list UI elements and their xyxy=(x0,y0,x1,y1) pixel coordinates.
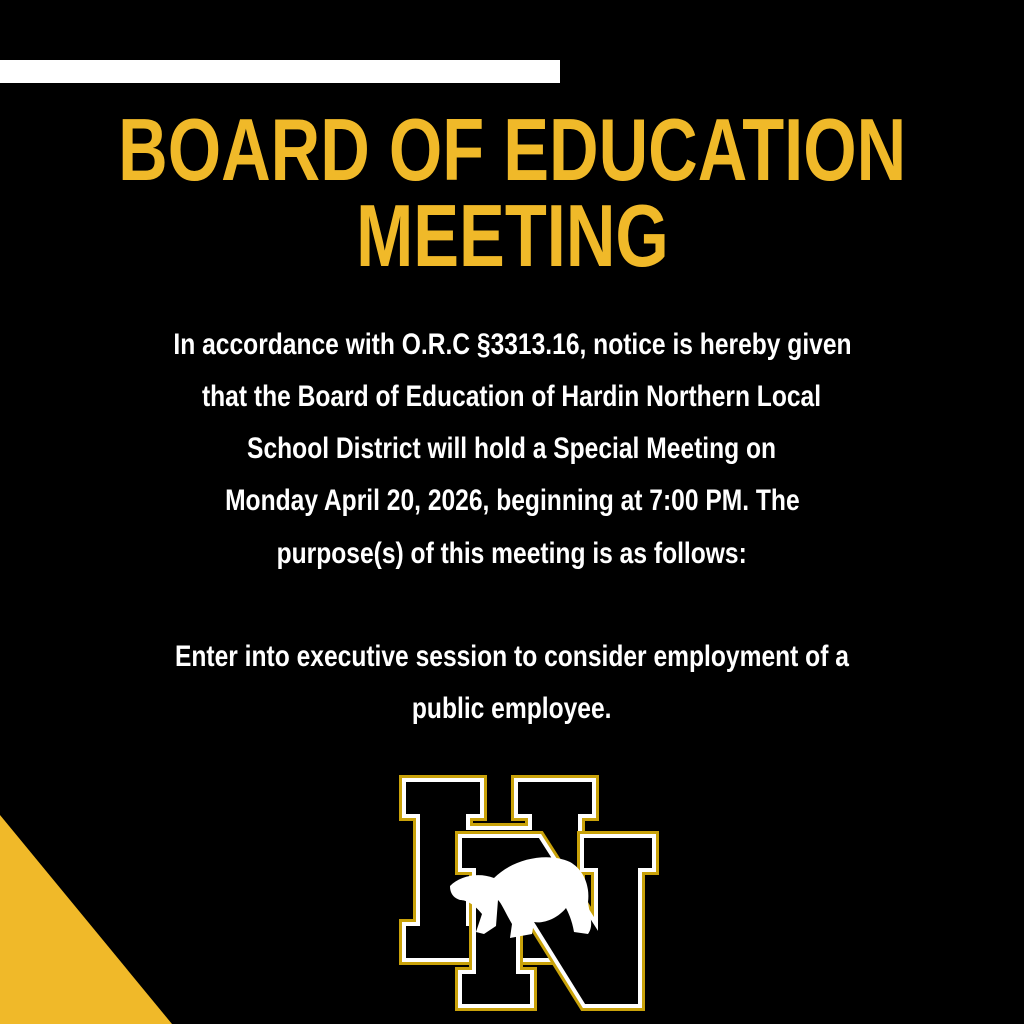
page-title-line-1: BOARD OF EDUCATION xyxy=(117,100,907,199)
page-title-line-2: MEETING xyxy=(355,186,669,285)
notice-line: School District will hold a Special Meeting on xyxy=(247,432,777,465)
school-logo xyxy=(398,774,660,1014)
purpose-line: Enter into executive session to consider employment of a xyxy=(175,640,849,673)
notice-line: In accordance with O.R.C §3313.16, notice is hereby given xyxy=(172,328,852,361)
notice-line: Monday April 20, 2026, beginning at 7:00 PM. The xyxy=(224,484,800,517)
notice-line: that the Board of Education of Hardin Northern Local xyxy=(202,380,822,413)
notice-line: purpose(s) of this meeting is as follows: xyxy=(276,537,748,570)
purpose-line: public employee. xyxy=(412,692,612,725)
